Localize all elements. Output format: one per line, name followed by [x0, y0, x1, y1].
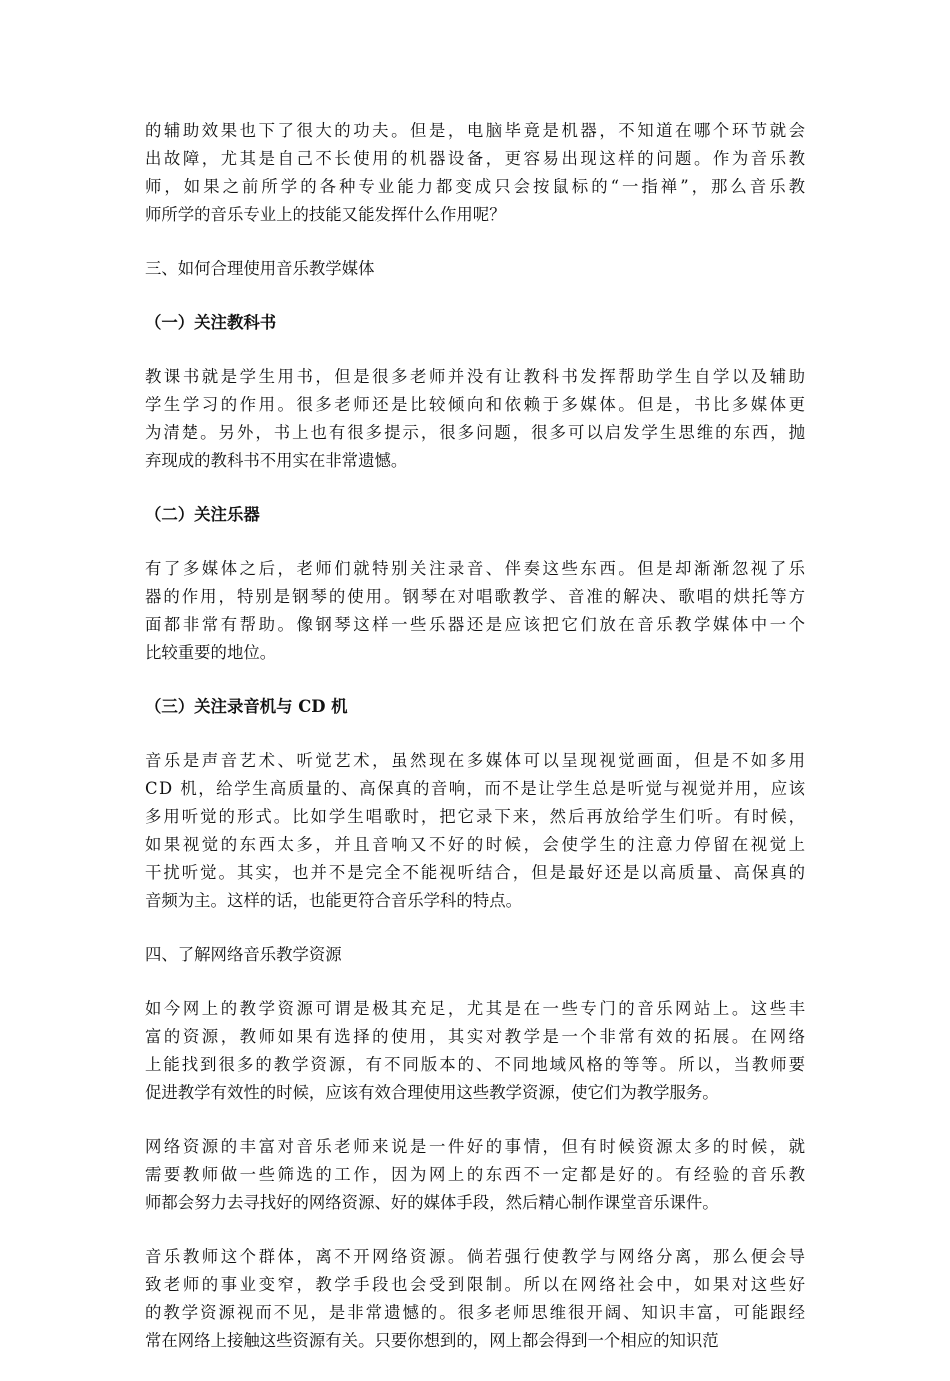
paragraph-line: 音乐是声音艺术、听觉艺术，虽然现在多媒体可以呈现视觉画面，但是不如多用	[145, 751, 808, 770]
paragraph-line: 常在网络上接触这些资源有关。只要你想到的，网上都会得到一个相应的知识范	[145, 1331, 719, 1350]
paragraph-line: 面都非常有帮助。像钢琴这样一些乐器还是应该把它们放在音乐教学媒体中一个	[145, 615, 808, 634]
subsection-heading: （一）关注教科书	[145, 313, 277, 332]
subsection-heading: （三）关注录音机与 CD 机	[145, 697, 348, 716]
paragraph-line: 器的作用，特别是钢琴的使用。钢琴在对唱歌教学、音准的解决、歌唱的烘托等方	[145, 587, 808, 606]
paragraph-line: 有了多媒体之后，老师们就特别关注录音、伴奏这些东西。但是却渐渐忽视了乐	[145, 559, 808, 578]
paragraph-line: 的辅助效果也下了很大的功夫。但是，电脑毕竟是机器，不知道在哪个环节就会	[145, 121, 808, 140]
body-paragraph	[145, 1243, 808, 1355]
paragraph-line: 教课书就是学生用书，但是很多老师并没有让教科书发挥帮助学生自学以及辅助	[145, 367, 808, 386]
paragraph-line: 学生学习的作用。很多老师还是比较倾向和依赖于多媒体。但是，书比多媒体更	[145, 395, 808, 414]
paragraph-line: 弃现成的教科书不用实在非常遗憾。	[145, 451, 408, 470]
body-paragraph	[145, 117, 808, 229]
paragraph-line: 需要教师做一些筛选的工作，因为网上的东西不一定都是好的。有经验的音乐教	[145, 1165, 808, 1184]
section-heading: 三、如何合理使用音乐教学媒体	[145, 259, 375, 278]
document-body	[145, 117, 808, 1381]
paragraph-line: 出故障，尤其是自己不长使用的机器设备，更容易出现这样的问题。作为音乐教	[145, 149, 808, 168]
paragraph-line: 为清楚。另外，书上也有很多提示，很多问题，很多可以启发学生思维的东西，抛	[145, 423, 808, 442]
paragraph-line: 如今网上的教学资源可谓是极其充足，尤其是在一些专门的音乐网站上。这些丰	[145, 999, 808, 1018]
paragraph-line: 师，如果之前所学的各种专业能力都变成只会按鼠标的“一指禅”，那么音乐教	[145, 177, 808, 196]
paragraph-line: 网络资源的丰富对音乐老师来说是一件好的事情，但有时候资源太多的时候，就	[145, 1137, 808, 1156]
body-paragraph	[145, 747, 808, 915]
paragraph-line: 师所学的音乐专业上的技能又能发挥什么作用呢？	[145, 205, 506, 224]
paragraph-line: 如果视觉的东西太多，并且音响又不好的时候，会使学生的注意力停留在视觉上	[145, 835, 808, 854]
body-paragraph	[145, 363, 808, 475]
paragraph-line: 干扰听觉。其实，也并不是完全不能视听结合，但是最好还是以高质量、高保真的	[145, 863, 808, 882]
section-heading: 四、了解网络音乐教学资源	[145, 945, 342, 964]
paragraph-line: 致老师的事业变窄，教学手段也会受到限制。所以在网络社会中，如果对这些好	[145, 1275, 808, 1294]
body-paragraph	[145, 995, 808, 1107]
paragraph-line: 促进教学有效性的时候，应该有效合理使用这些教学资源，使它们为教学服务。	[145, 1083, 719, 1102]
body-paragraph	[145, 1133, 808, 1217]
paragraph-line: 的教学资源视而不见，是非常遗憾的。很多老师思维很开阔、知识丰富，可能跟经	[145, 1303, 808, 1322]
paragraph-line: 比较重要的地位。	[145, 643, 277, 662]
paragraph-line: 师都会努力去寻找好的网络资源、好的媒体手段，然后精心制作课堂音乐课件。	[145, 1193, 719, 1212]
body-paragraph	[145, 555, 808, 667]
paragraph-line: 音频为主。这样的话，也能更符合音乐学科的特点。	[145, 891, 522, 910]
paragraph-line: CD 机，给学生高质量的、高保真的音响，而不是让学生总是听觉与视觉并用，应该	[145, 779, 807, 798]
paragraph-line: 音乐教师这个群体，离不开网络资源。倘若强行使教学与网络分离，那么便会导	[145, 1247, 808, 1266]
paragraph-line: 上能找到很多的教学资源，有不同版本的、不同地域风格的等等。所以，当教师要	[145, 1055, 808, 1074]
paragraph-line: 多用听觉的形式。比如学生唱歌时，把它录下来，然后再放给学生们听。有时候，	[145, 807, 808, 826]
paragraph-line: 富的资源，教师如果有选择的使用，其实对教学是一个非常有效的拓展。在网络	[145, 1027, 808, 1046]
subsection-heading: （二）关注乐器	[145, 505, 260, 524]
